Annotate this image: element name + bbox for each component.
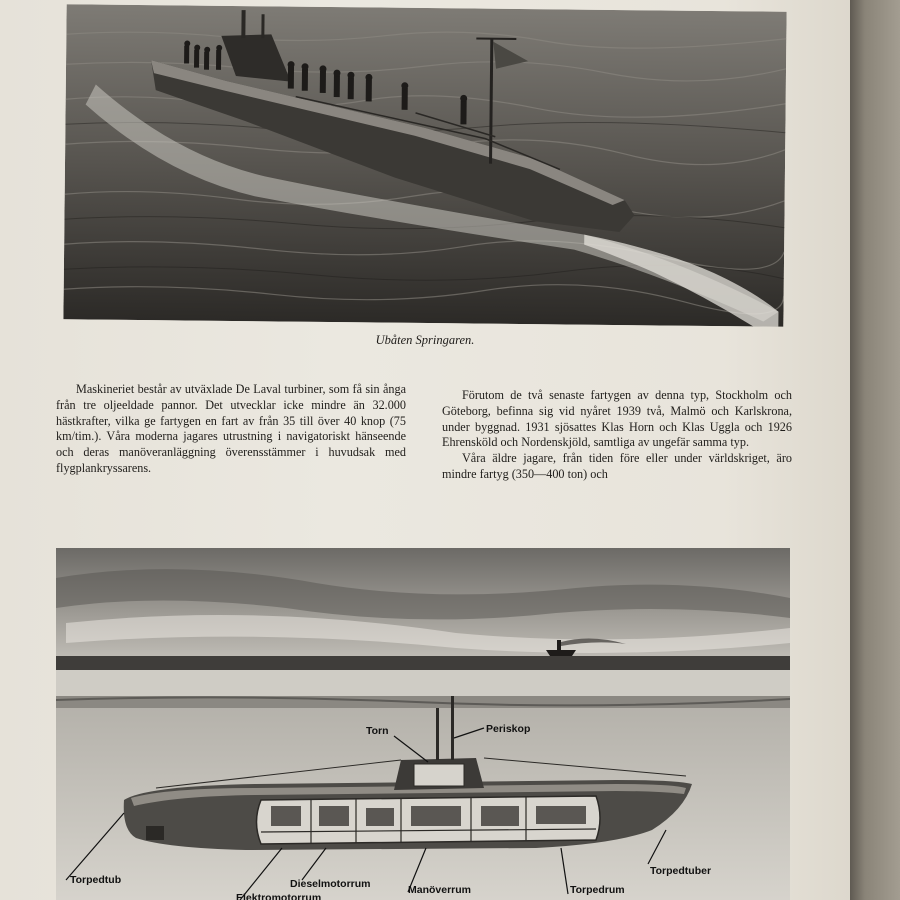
paragraph: Våra äldre jagare, från tiden före eller under världskriget, äro mindre fartyg (350—400 ton) och bbox=[442, 451, 792, 481]
paragraph: Förutom de två senaste fartygen av denna typ, Stockholm och Göteborg, befinna sig vid nyåret 1939 två, Malmö och Karlskrona, under byggnad. 1931 sjösattes Klas Horn och Klas Uggla och 1926 Ehrensköld och Nordenskjöld, samtliga av ungefär samma typ. bbox=[442, 388, 792, 450]
book-spine-shadow bbox=[850, 0, 900, 900]
photo-caption: Ubåten Springaren. bbox=[375, 333, 475, 347]
label-manoverrum: Manöverrum bbox=[408, 884, 472, 896]
paragraph: Maskineriet består av utväxlade De Laval turbiner, som få sin ånga från tre oljeeldade pannor. Det utvecklar icke mindre än 32.000 hästkrafter, vilka ge fartygen en fart av från 35 till över 40 knop (75 km/tim.). Våra moderna jagares utrustning i navigatoriskt hänseende och deras manöveranläggning överensstämmer i huvudsak med flygplankryssarens. bbox=[56, 382, 406, 475]
label-torpedtub: Torpedtub bbox=[70, 874, 122, 886]
label-periskop: Periskop bbox=[486, 723, 531, 735]
submarine-photo bbox=[63, 4, 786, 327]
label-torn: Torn bbox=[366, 725, 389, 737]
label-torpedrum: Torpedrum bbox=[570, 884, 625, 896]
label-elektromotorrum: Elektromotorrum bbox=[236, 892, 322, 900]
label-torpedtuber: Torpedtuber bbox=[650, 865, 712, 877]
submarine-cutaway-illustration bbox=[56, 548, 790, 900]
label-dieselmotorrum: Dieselmotorrum bbox=[290, 878, 371, 890]
text-column-right bbox=[442, 388, 792, 483]
text-column-left bbox=[56, 382, 406, 477]
